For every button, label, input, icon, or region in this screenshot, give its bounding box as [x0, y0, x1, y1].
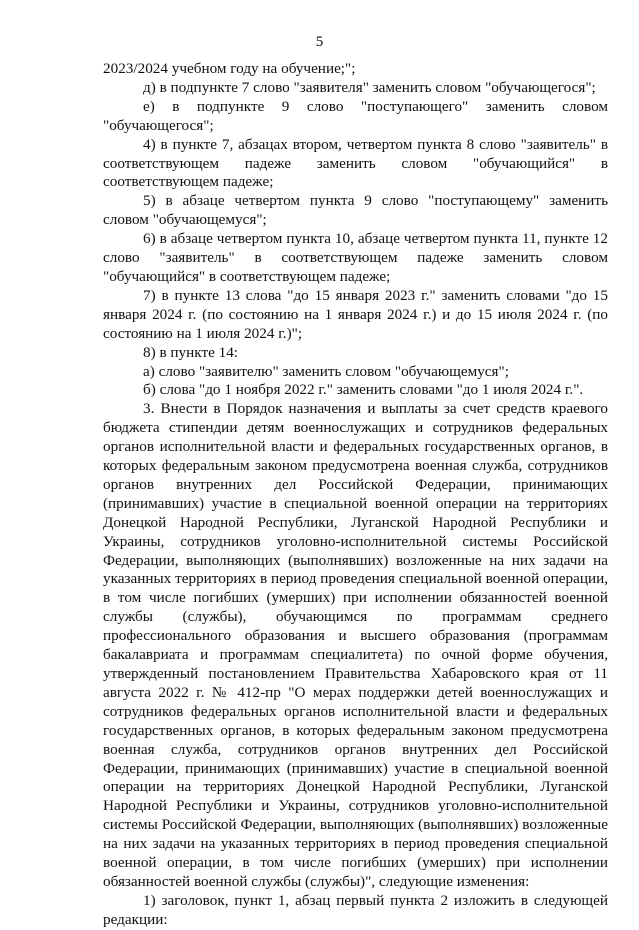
paragraph-continuation: 2023/2024 учебном году на обучение;"; [103, 60, 356, 77]
paragraph-item-5: 5) в абзаце четвертом пункта 9 слово "поступающему" заменить словом "обучающемуся"; [103, 192, 608, 229]
paragraph-item-1: 1) заголовок, пункт 1, абзац первый пункта 2 изложить в следующей редакции: [103, 891, 608, 928]
paragraph-subitem-b: б) слова "до 1 ноября 2022 г." заменить словами "до 1 июля 2024 г.". [143, 381, 584, 399]
paragraph-subitem-d: д) в подпункте 7 слово "заявителя" заменить словом "обучающегося"; [143, 78, 596, 96]
paragraph-item-6: 6) в абзаце четвертом пункта 10, абзаце четвертом пункта 11, пункте 12 слово "заявитель" в соответствующем падеже заменить словом "обучающийся" в соответствующем падеже; [103, 230, 608, 285]
page-number: 5 [315, 34, 324, 50]
paragraph-item-7: 7) в пункте 13 слова "до 15 января 2023 г." заменить словами "до 15 января 2024 г. (по состоянию на 1 января 2024 г.) и до 15 июля 2024 г. (по состоянию на 1 июля 2024 г.)"; [103, 286, 608, 342]
document-body [103, 60, 608, 930]
paragraph-section-3: 3. Внести в Порядок назначения и выплаты за счет средств краевого бюджета стипендии детям военнослужащих и сотрудников федеральных органов исполнительной власти и федеральных государственных органов, в которых федеральным законом предусмотрена военная служба, сотрудников органов внутренних дел Российской Федерации, принимающих (принимавших) участие в специальной военной операции на территориях Донецкой Народной Республики, Луганской Народной Республики и Украины, сотрудников уголовно-исполнительной системы Российской Федерации, выполняющих (выполнявших) возложенные на них задачи на указанных территориях в период проведения специальной военной операции, в том числе погибших (умерших) при исполнении обязанностей военной службы (службы), обучающимся по программам среднего профессионального образования и высшего образования (программам бакалавриата и программам специалитета) по очной форме обучения, утвержденный постановлением Правительства Хабаровского края от 11 августа 2022 г. № 412-пр "О мерах поддержки детей военнослужащих и сотрудников федеральных органов исполнительной власти и федеральных государственных органов, в которых федеральным законом предусмотрена военная служба, сотрудников органов внутренних дел Российской Федерации, принимающих (принимавших) участие в специальной военной операции на территориях Донецкой Народной Республики, Луганской Народной Республики и Украины, сотрудников уголовно-исполнительной системы Российской Федерации, выполняющих (выполнявших) возложенные на них задачи на указанных территориях в период проведения специальной военной операции, в том числе погибших (умерших) при исполнении обязанностей военной службы (службы)", следующие изменения: [103, 400, 608, 890]
paragraph-subitem-a: а) слово "заявителю" заменить словом "обучающемуся"; [143, 362, 509, 380]
paragraph-subitem-e: е) в подпункте 9 слово "поступающего" заменить словом "обучающегося"; [103, 97, 608, 134]
paragraph-item-8: 8) в пункте 14: [143, 343, 239, 361]
paragraph-item-4: 4) в пункте 7, абзацах втором, четвертом пункта 8 слово "заявитель" в соответствующем падеже заменить словом "обучающийся" в соответствующем падеже; [103, 135, 608, 191]
